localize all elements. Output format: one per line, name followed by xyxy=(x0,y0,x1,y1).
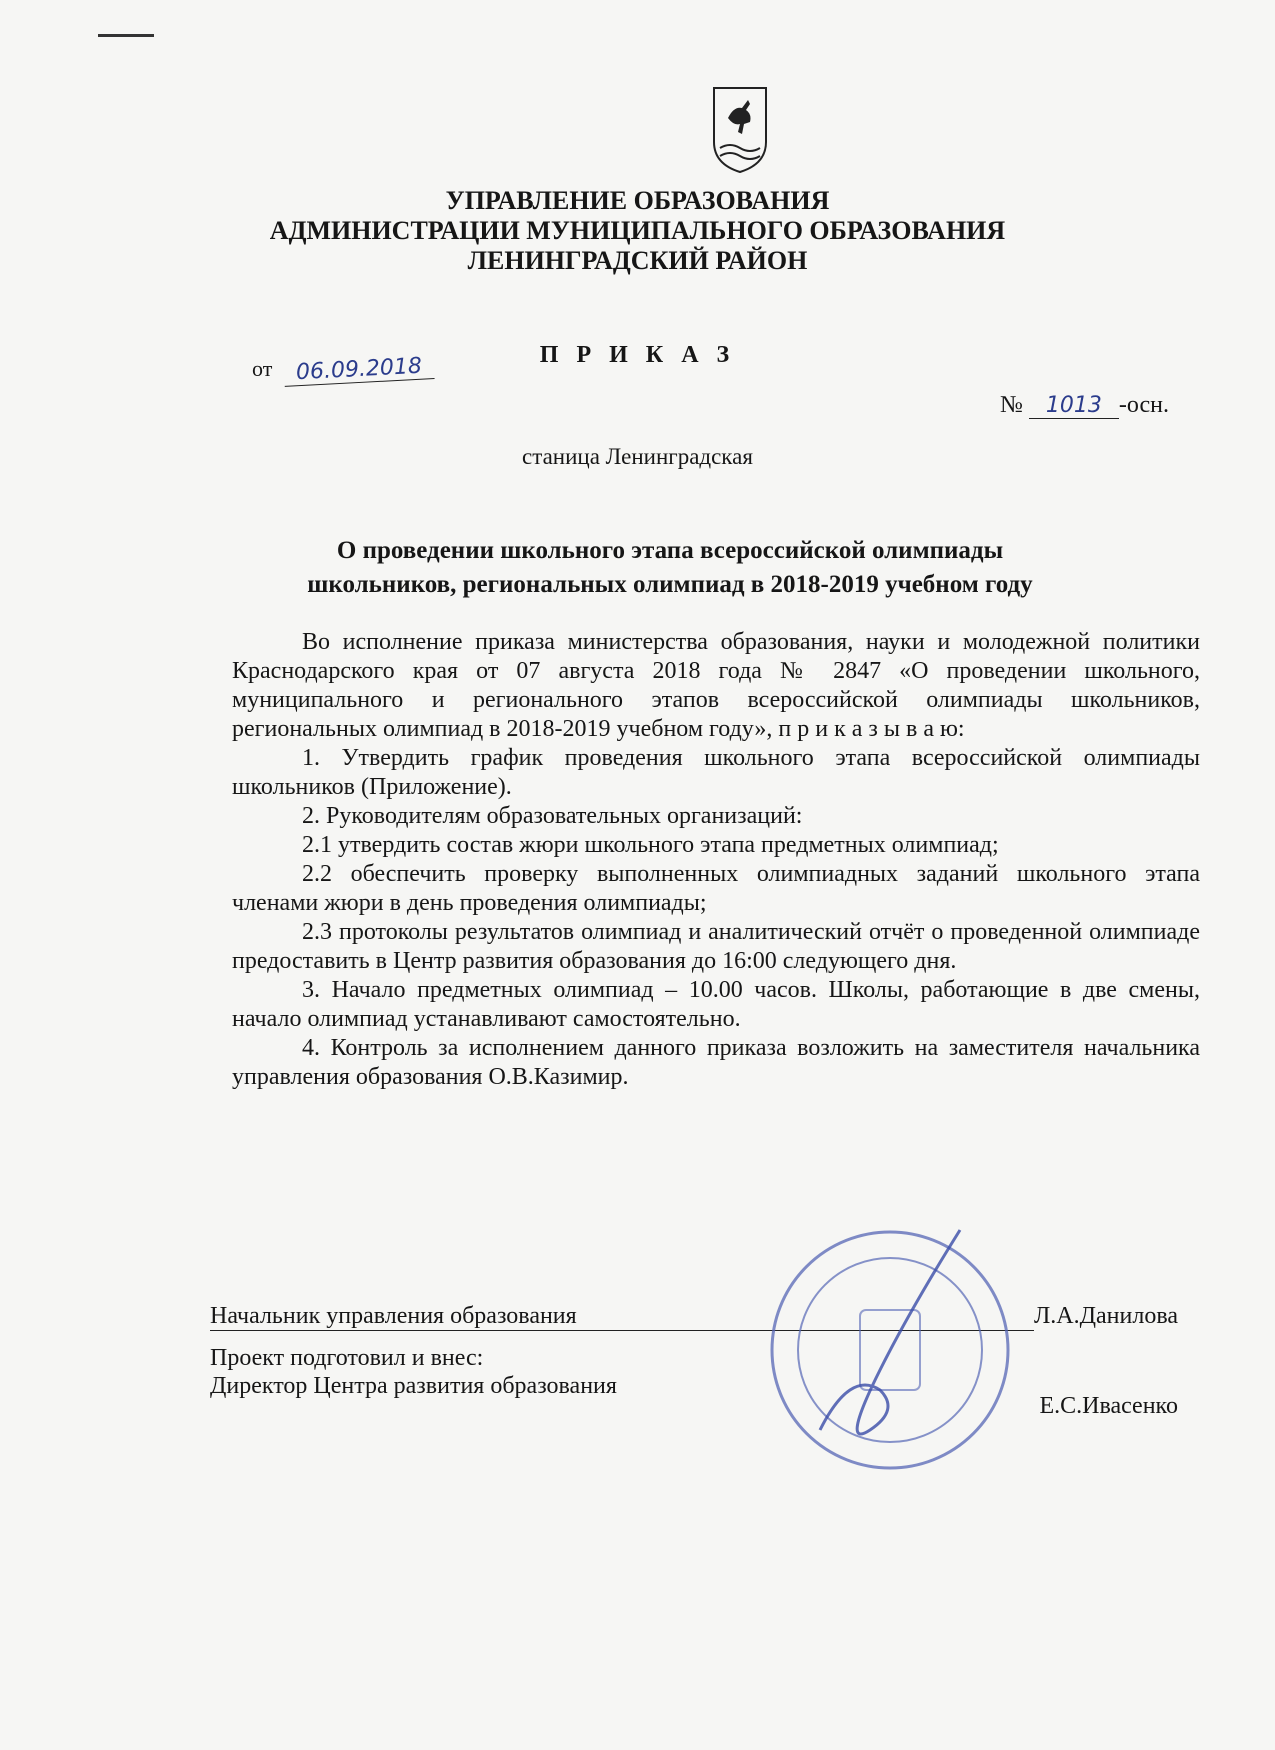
body-item-2-3: 2.3 протоколы результатов олимпиад и аналитический отчёт о проведенной олимпиаде предоставить в Центр развития образования до 16:00 следующего дня. xyxy=(232,919,1200,974)
subject-line-2: школьников, региональных олимпиад в 2018-2019 учебном году xyxy=(307,571,1033,598)
handwritten-number: 1013 xyxy=(1029,393,1119,419)
handwritten-date: 06.09.2018 xyxy=(283,353,434,387)
issuer-line-3: ЛЕНИНГРАДСКИЙ РАЙОН xyxy=(467,246,808,275)
issuer-header xyxy=(0,186,1275,276)
body-item-4: 4. Контроль за исполнением данного приказа возложить на заместителя начальника управления образования О.В.Казимир. xyxy=(232,1035,1200,1090)
issuer-line-2: АДМИНИСТРАЦИИ МУНИЦИПАЛЬНОГО ОБРАЗОВАНИЯ xyxy=(269,216,1006,245)
place-of-issue: станица Ленинградская xyxy=(522,444,753,469)
document-subject xyxy=(200,534,1140,602)
body-item-2-1: 2.1 утвердить состав жюри школьного этапа предметных олимпиад; xyxy=(302,832,999,858)
date-row xyxy=(252,353,434,386)
number-row xyxy=(1000,392,1169,419)
head-title: Начальник управления образования xyxy=(210,1302,1034,1331)
document-body xyxy=(232,628,1200,1092)
date-label: от xyxy=(252,356,273,381)
issuer-line-1: УПРАВЛЕНИЕ ОБРАЗОВАНИЯ xyxy=(445,186,830,215)
body-item-1: 1. Утвердить график проведения школьного этапа всероссийской олимпиады школьников (Приложение). xyxy=(232,745,1200,800)
number-label: № xyxy=(1000,392,1023,418)
body-item-3: 3. Начало предметных олимпиад – 10.00 часов. Школы, работающие в две смены, начало олимпиад устанавливают самостоятельно. xyxy=(232,977,1200,1032)
preparer-signature-row xyxy=(210,1372,1178,1420)
body-item-2: 2. Руководителям образовательных организаций: xyxy=(302,803,803,829)
body-item-2-2: 2.2 обеспечить проверку выполненных олимпиадных заданий школьного этапа членами жюри в день проведения олимпиады; xyxy=(232,861,1200,916)
preparer-name: Е.С.Ивасенко xyxy=(1039,1393,1178,1419)
document-type: П Р И К А З xyxy=(539,342,736,368)
corner-mark xyxy=(98,34,154,37)
head-name: Л.А.Данилова xyxy=(1034,1303,1178,1329)
preparer-title: Директор Центра развития образования xyxy=(210,1373,617,1399)
subject-line-1: О проведении школьного этапа всероссийской олимпиады xyxy=(336,537,1004,564)
body-intro: Во исполнение приказа министерства образования, науки и молодежной политики Краснодарского края от 07 августа 2018 года № 2847 «О проведении школьного, муниципального и регионального этапов всероссийской олимпиады школьников, региональных олимпиад в 2018-2019 учебном году», п р и к а з ы в а ю: xyxy=(232,629,1200,742)
official-stamp-icon xyxy=(760,1220,1020,1480)
number-suffix: -осн. xyxy=(1118,392,1169,418)
coat-of-arms-icon xyxy=(710,84,770,176)
prepared-label: Проект подготовил и внес: xyxy=(210,1345,484,1371)
head-signature-row xyxy=(210,1302,1178,1331)
